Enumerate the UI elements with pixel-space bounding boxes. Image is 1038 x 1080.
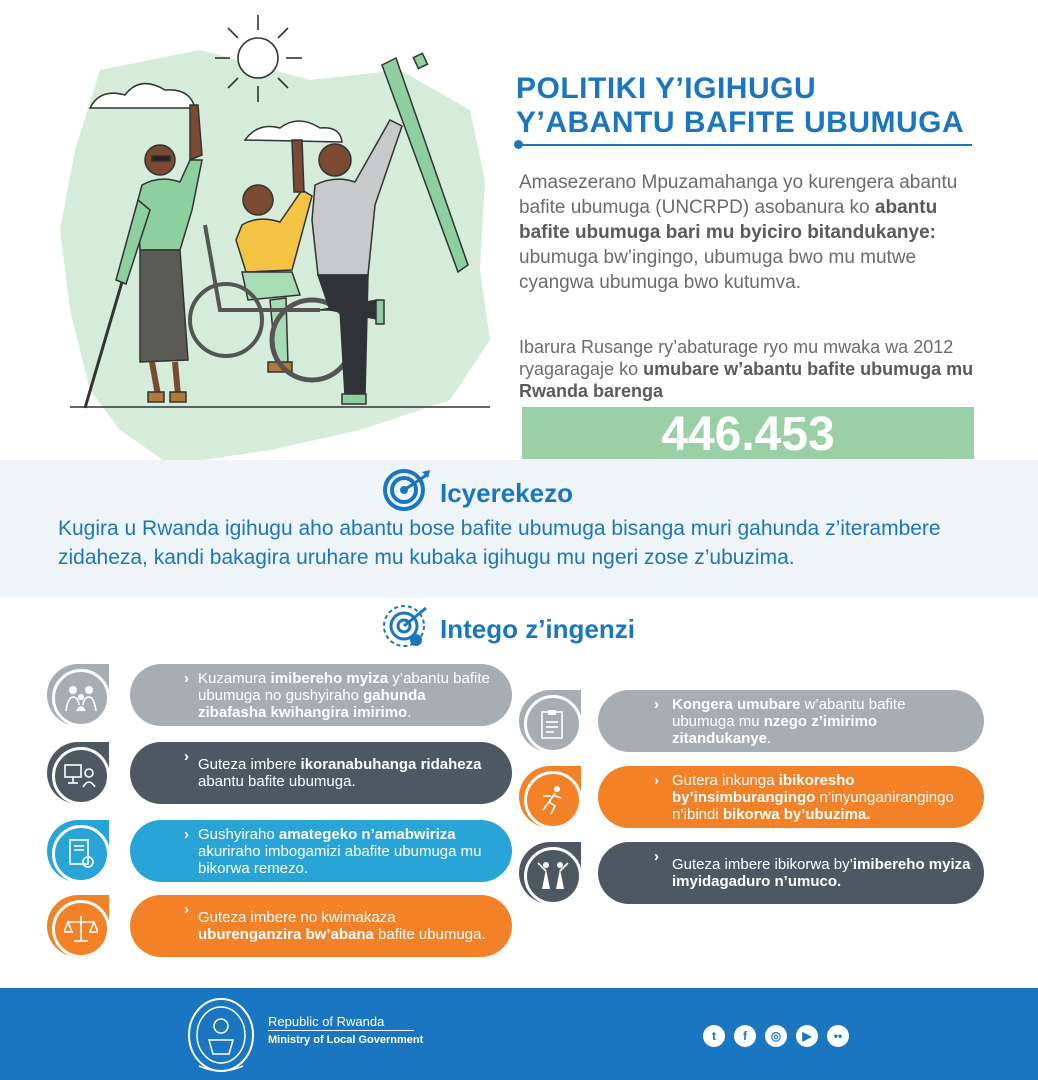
objective-emphasis: bikorwa by’ubuzima. [722, 805, 871, 823]
org-name: Republic of Rwanda [268, 1014, 385, 1029]
page-title-line2: Y’ABANTU BAFITE UBUMUGA [516, 106, 965, 139]
instagram-icon[interactable]: ◎ [765, 1025, 787, 1047]
objective-text [198, 742, 498, 804]
objective-pill [598, 690, 984, 752]
intro-paragraph-2 [519, 336, 979, 402]
objective-emphasis: imibereho myiza [270, 669, 389, 687]
vision-text: Kugira u Rwanda igihugu aho abantu bose bafite ubumuga bisanga muri gahunda z’iterambere zidaheza, kandi bakagira uruhare mu kubaka igihugu mu ngeri zose z’ubuzima. [58, 517, 941, 569]
page-title-line1: POLITIKI Y’IGIHUGU [516, 72, 817, 105]
objective-emphasis: uburenganzira bw’abana [198, 926, 374, 943]
objective-segment: . [407, 703, 412, 721]
objective-text [672, 690, 972, 752]
objective-pill [598, 766, 984, 828]
objective-text [198, 895, 498, 957]
objective-emphasis: amategeko n’amabwiriza [278, 825, 456, 843]
rwanda-coat-of-arms-icon [185, 996, 257, 1074]
objective-pill [130, 895, 512, 957]
chevron-right-icon: › [184, 670, 189, 687]
target-gear-icon [378, 600, 434, 652]
objective-emphasis: imibereho myiza imyidagaduro n’umuco. [672, 856, 971, 890]
ministry-name: Ministry of Local Government [268, 1034, 424, 1046]
chevron-right-icon: › [184, 748, 189, 765]
chevron-right-icon: › [654, 848, 659, 865]
objective-segment: Guteza imbere no kwimakaza [198, 909, 396, 926]
disabled-population-count: 446.453 [522, 407, 974, 459]
objective-pill [130, 742, 512, 804]
youtube-icon[interactable]: ▶ [796, 1025, 818, 1047]
objective-pill [598, 842, 984, 904]
objective-emphasis: Kongera umubare [672, 695, 801, 713]
title-rule [516, 144, 972, 146]
objective-segment: Kuzamura [198, 669, 271, 687]
document-icon [52, 825, 110, 883]
objective-text [198, 664, 498, 726]
facebook-icon[interactable]: f [734, 1025, 756, 1047]
objective-segment: Gushyiraho [198, 825, 279, 843]
objective-segment: y’abantu bafite ubumuga no gushyiraho [198, 669, 490, 704]
flickr-icon[interactable]: •• [827, 1025, 849, 1047]
family-icon [52, 669, 110, 727]
target-icon [382, 468, 434, 512]
org-divider [268, 1030, 414, 1031]
objective-pill [130, 820, 512, 882]
chevron-right-icon: › [184, 826, 189, 843]
objective-emphasis: nzego z’imirimo zitandukanye [672, 712, 878, 747]
vision-title: Icyerekezo [440, 478, 573, 508]
objective-segment: Guteza imbere [198, 756, 301, 773]
footer [0, 988, 1038, 1080]
objective-segment: n’inyunganirangingo n’ibindi [672, 788, 954, 823]
runner-icon [524, 771, 582, 829]
intro-text: Ibarura Rusange ry’abaturage ryo mu mwaka wa 2012 ryagaragaje ko [519, 337, 954, 379]
dancers-icon [524, 847, 582, 905]
justice-scale-icon [52, 900, 110, 958]
objective-text [198, 820, 518, 882]
intro-text: Amasezerano Mpuzamahanga yo kurengera abantu bafite ubumuga (UNCRPD) asobanura ko [519, 172, 958, 218]
objective-segment: Guteza imbere ibikorwa by’ [672, 856, 853, 873]
intro-text: ubumuga bw’ingingo, ubumuga bwo mu mutwe cyangwa ubumuga bwo kutumva. [519, 247, 917, 293]
chevron-right-icon: › [184, 901, 189, 918]
objective-text [672, 842, 972, 904]
intro-emphasis: umubare w’abantu bafite ubumuga mu Rwanda barenga [519, 359, 974, 401]
intro-paragraph-1 [519, 170, 979, 295]
objective-emphasis: gahunda zibafasha kwihangira imirimo [198, 686, 426, 721]
twitter-icon[interactable]: t [703, 1025, 725, 1047]
chevron-right-icon: › [654, 772, 659, 789]
objective-segment: Gutera inkunga [672, 771, 779, 789]
objective-emphasis: ikoranabuhanga ridaheza [300, 756, 482, 773]
clipboard-icon [524, 695, 582, 753]
objective-segment: . [767, 729, 772, 747]
objective-emphasis: ibikoresho by’insimburangingo [672, 771, 855, 806]
objectives-title: Intego z’ingenzi [440, 614, 635, 644]
technology-icon [52, 747, 110, 805]
hero-illustration [30, 10, 500, 465]
objective-pill [130, 664, 512, 726]
intro-emphasis: abantu bafite ubumuga bari mu byiciro bitandukanye: [519, 197, 938, 243]
objective-segment: abantu bafite ubumuga. [198, 773, 356, 790]
objective-segment: bafite ubumuga. [373, 926, 486, 943]
chevron-right-icon: › [654, 696, 659, 713]
objective-text [672, 766, 972, 828]
objective-segment: akuriraho imbogamizi abafite ubumuga mu bikorwa remezo. [198, 842, 482, 877]
objective-segment: w’abantu bafite ubumuga mu [672, 695, 906, 730]
